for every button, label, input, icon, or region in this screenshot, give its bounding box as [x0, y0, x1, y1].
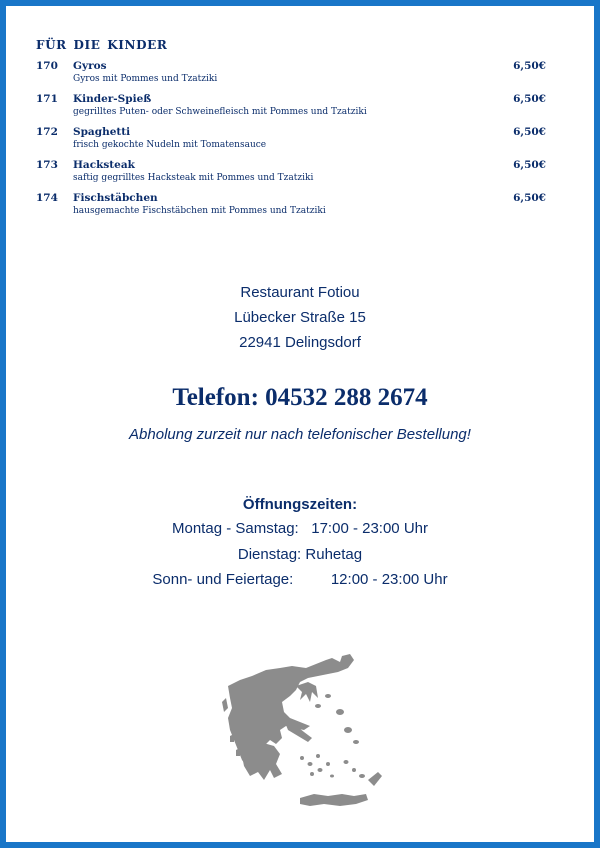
hours-day: Sonn- und Feiertage: [152, 571, 294, 588]
item-name: Fischstäbchen [73, 192, 158, 204]
hours-row [6, 520, 594, 537]
pickup-note: Abholung zurzeit nur nach telefonischer Bestellung! [129, 426, 471, 443]
menu-item [36, 159, 546, 192]
item-number: 173 [36, 159, 58, 171]
menu-list [36, 60, 546, 225]
menu-item [36, 126, 546, 159]
phone-number: Telefon: 04532 288 2674 [172, 384, 428, 411]
menu-item [36, 192, 546, 225]
item-description: hausgemachte Fischstäbchen mit Pommes und Tzatziki [73, 206, 326, 216]
item-description: saftig gegrilltes Hacksteak mit Pommes und Tzatziki [73, 173, 314, 183]
item-description: Gyros mit Pommes und Tzatziki [73, 74, 218, 84]
item-price: 6,50€ [513, 60, 546, 72]
item-description: frisch gekochte Nudeln mit Tomatensauce [73, 140, 267, 150]
item-price: 6,50€ [513, 159, 546, 171]
item-description: gegrilltes Puten- oder Schweinefleisch mit Pommes und Tzatziki [73, 107, 367, 117]
item-name: Hacksteak [73, 159, 135, 171]
item-name: Kinder-Spieß [73, 93, 152, 105]
restaurant-name: Restaurant Fotiou [240, 284, 360, 301]
hours-time: Ruhetag [305, 546, 363, 563]
item-price: 6,50€ [513, 192, 546, 204]
item-number: 172 [36, 126, 58, 138]
hours-row [6, 571, 594, 588]
street-address: Lübecker Straße 15 [234, 309, 366, 326]
item-price: 6,50€ [513, 93, 546, 105]
item-number: 174 [36, 192, 58, 204]
hours-day: Montag - Samstag: [172, 520, 299, 537]
city-address: 22941 Delingsdorf [239, 334, 361, 351]
menu-item [36, 60, 546, 93]
item-name: Spaghetti [73, 126, 131, 138]
hours-time: 17:00 - 23:00 Uhr [311, 520, 428, 537]
section-title: FÜR DIE KINDER [36, 38, 168, 52]
item-number: 171 [36, 93, 58, 105]
item-price: 6,50€ [513, 126, 546, 138]
item-name: Gyros [73, 60, 107, 72]
hours-day: Dienstag: [237, 546, 302, 563]
item-number: 170 [36, 60, 58, 72]
hours-time: 12:00 - 23:00 Uhr [330, 571, 448, 588]
hours-row [6, 546, 594, 563]
menu-item [36, 93, 546, 126]
greece-map-icon [220, 646, 390, 816]
hours-title: Öffnungszeiten: [242, 496, 358, 513]
